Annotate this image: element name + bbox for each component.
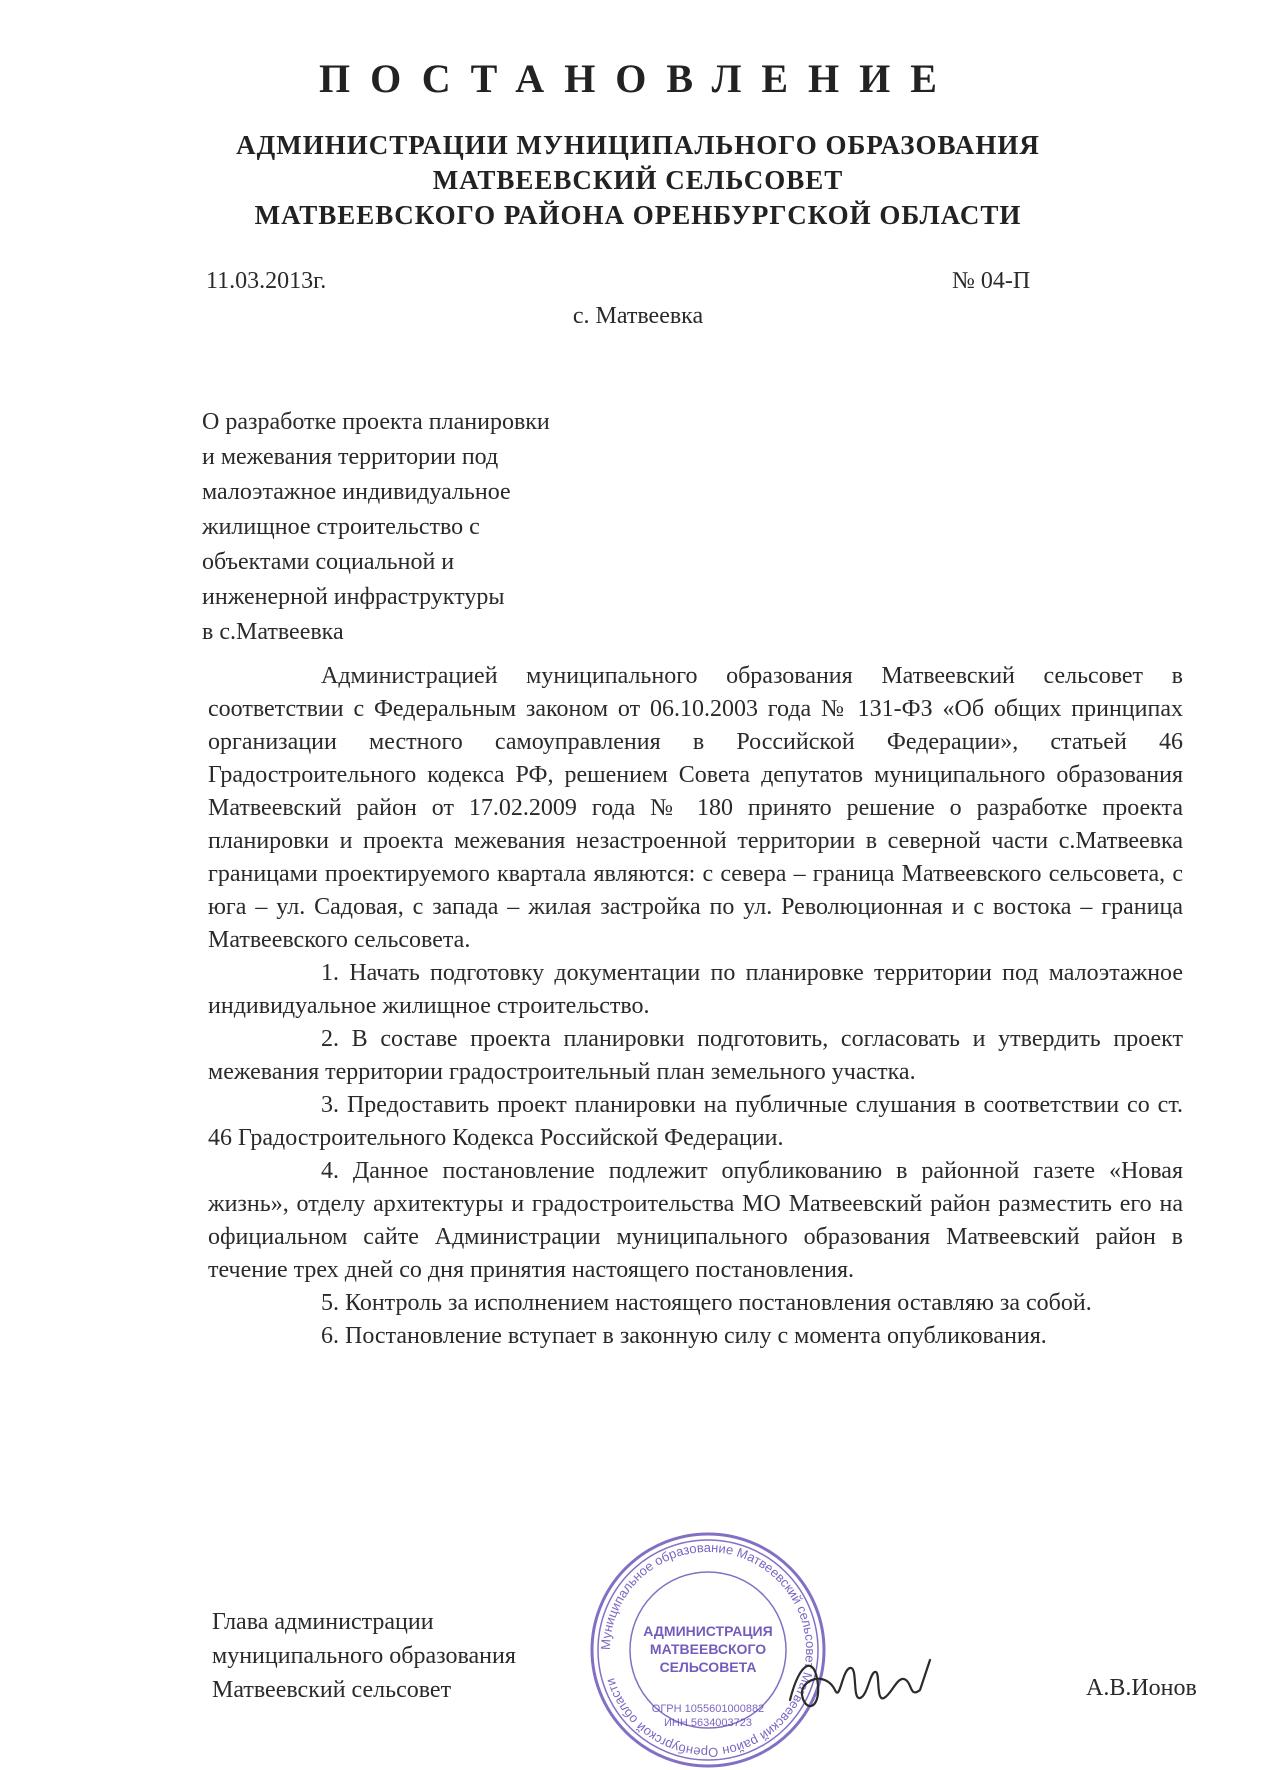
resolution-item: 6. Постановление вступает в законную силу с момента опубликования. bbox=[321, 1323, 1047, 1349]
subject-line: объектами социальной и bbox=[202, 549, 455, 575]
subject-line: и межевания территории под bbox=[202, 444, 499, 470]
stamp-center-line: СЕЛЬСОВЕТА bbox=[659, 1659, 757, 1675]
signer-name: А.В.Ионов bbox=[1086, 1675, 1197, 1701]
position-line: Матвеевский сельсовет bbox=[212, 1677, 452, 1703]
resolution-item: 1. Начать подготовку документации по планировке территории под малоэтажное индивидуальное жилищное строительство. bbox=[208, 960, 1183, 1019]
stamp-inn: ИНН 5634003723 bbox=[663, 1717, 753, 1729]
stamp-center-line: МАТВЕЕВСКОГО bbox=[649, 1641, 767, 1657]
authority-line: МАТВЕЕВСКОГО РАЙОНА ОРЕНБУРГСКОЙ ОБЛАСТИ bbox=[254, 200, 1022, 230]
resolution-item: 5. Контроль за исполнением настоящего постановления оставляю за собой. bbox=[321, 1290, 1092, 1316]
document-date: 11.03.2013г. bbox=[206, 268, 327, 294]
authority-line: АДМИНИСТРАЦИИ МУНИЦИПАЛЬНОГО ОБРАЗОВАНИЯ bbox=[236, 130, 1040, 160]
stamp-ogrn: ОГРН 1055601000882 bbox=[651, 1703, 765, 1715]
position-line: муниципального образования bbox=[212, 1643, 516, 1669]
resolution-item: 3. Предоставить проект планировки на публичные слушания в соответствии со ст. 46 Градостроительного Кодекса Российской Федерации. bbox=[208, 1092, 1183, 1151]
authority-line: МАТВЕЕВСКИЙ СЕЛЬСОВЕТ bbox=[432, 165, 844, 195]
stamp-center-line: АДМИНИСТРАЦИЯ bbox=[643, 1623, 773, 1639]
subject-line: инженерной инфраструктуры bbox=[202, 584, 505, 610]
document-subject bbox=[202, 405, 662, 650]
document-number: № 04-П bbox=[952, 268, 1031, 294]
position-line: Глава администрации bbox=[212, 1609, 434, 1635]
document-title: ПОСТАНОВЛЕНИЕ bbox=[319, 56, 957, 101]
subject-line: О разработке проекта планировки bbox=[202, 409, 550, 435]
signature-position bbox=[212, 1605, 516, 1707]
issuing-authority bbox=[0, 128, 1276, 233]
resolution-item: 2. В составе проекта планировки подготовить, согласовать и утвердить проект межевания территории градостроительный план земельного участка. bbox=[208, 1026, 1183, 1085]
resolution-item: 4. Данное постановление подлежит опубликованию в районной газете «Новая жизнь», отделу архитектуры и градостроительства МО Матвеевский район разместить его на официальном сайте Администрации муниципального образования Матвеевский район в течение трех дней со дня принятия настоящего постановления. bbox=[208, 1158, 1183, 1283]
stamp-ring-text: Муниципальное образование Матвеевский сельсовет Матвеевский район Оренбургской области bbox=[597, 1539, 819, 1761]
preamble-paragraph: Администрацией муниципального образования Матвеевский сельсовет в соответствии с Федеральным законом от 06.10.2003 года № 131-ФЗ «Об общих принципах организации местного самоуправления в Российской Федерации», статьей 46 Градостроительного кодекса РФ, решением Совета депутатов муниципального образования Матвеевский район от 17.02.2009 года № 180 принято решение о разработке проекта планировки и проекта межевания незастроенной территории в северной части с.Матвеевка границами проектируемого квартала являются: с севера – граница Матвеевского сельсовета, с юга – ул. Садовая, с запада – жилая застройка по ул. Революционная и с востока – граница Матвеевского сельсовета. bbox=[208, 663, 1183, 953]
subject-line: малоэтажное индивидуальное bbox=[202, 479, 511, 505]
subject-line: в с.Матвеевка bbox=[202, 619, 344, 645]
document-body bbox=[208, 660, 1183, 1353]
document-place: с. Матвеевка bbox=[572, 303, 704, 329]
handwritten-signature bbox=[780, 1640, 940, 1720]
subject-line: жилищное строительство с bbox=[202, 514, 480, 540]
